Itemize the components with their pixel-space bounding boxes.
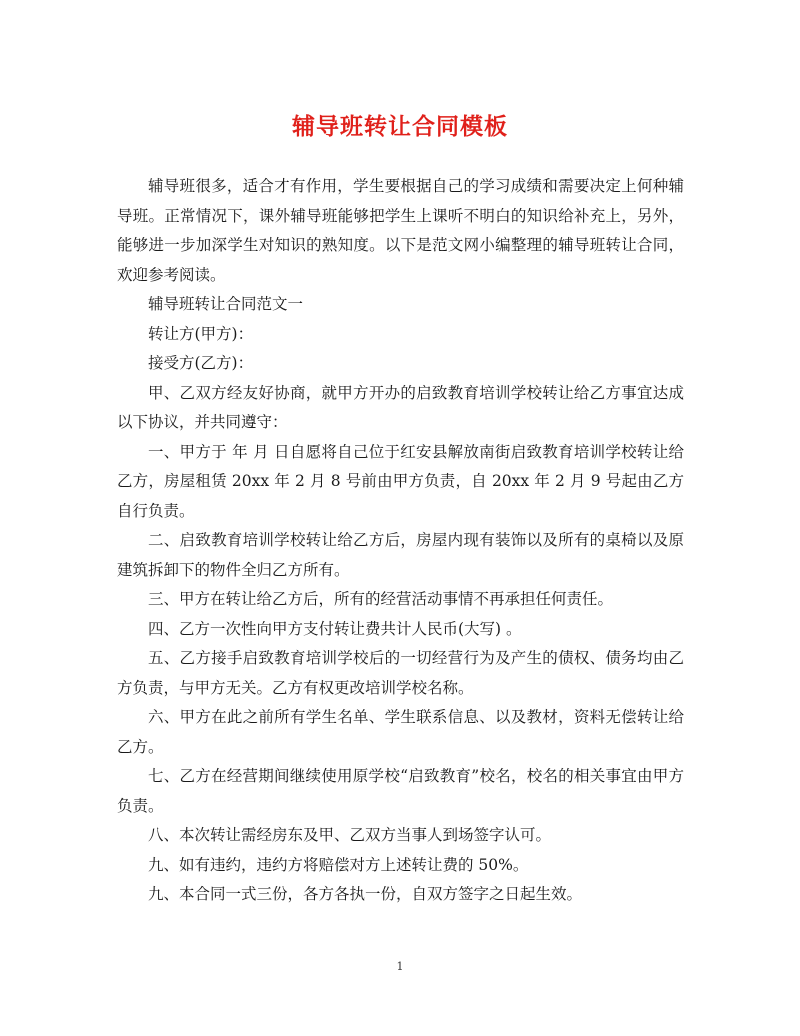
clause-7: 七、乙方在经营期间继续使用原学校“启致教育”校名，校名的相关事宜由甲方负责。 <box>117 767 684 815</box>
clause-1: 一、甲方于 年 月 日自愿将自己位于红安县解放南街启致教育培训学校转让给乙方，房屋租赁 20xx 年 2 月 8 号前由甲方负责，自 20xx 年 2 月 9 号起由乙方自行负责。 <box>117 442 684 520</box>
clause-5: 五、乙方接手启致教育培训学校后的一切经营行为及产生的债权、债务均由乙方负责，与甲方无关。乙方有权更改培训学校名称。 <box>117 649 684 697</box>
contract-heading: 辅导班转让合同范文一 <box>148 295 304 313</box>
clause-6: 六、甲方在此之前所有学生名单、学生联系信息、以及教材，资料无偿转让给乙方。 <box>117 708 684 756</box>
transferor-line: 转让方(甲方)： <box>148 324 254 343</box>
clause-8: 八、本次转让需经房东及甲、乙双方当事人到场签字认可。 <box>148 826 552 844</box>
page-number: 1 <box>396 960 404 973</box>
clause-4: 四、乙方一次性向甲方支付转让费共计人民币(大写) 。 <box>148 619 522 638</box>
clause-9: 九、如有违约，违约方将赔偿对方上述转让费的 50%。 <box>148 855 529 874</box>
transferee-line: 接受方(乙方)： <box>148 354 254 372</box>
clause-2: 二、启致教育培训学校转让给乙方后，房屋内现有装饰以及所有的桌椅以及原建筑拆卸下的物件全归乙方所有。 <box>117 531 684 579</box>
agreement-preamble: 甲、乙双方经友好协商，就甲方开办的启致教育培训学校转让给乙方事宜达成以下协议，并共同遵守： <box>117 383 684 431</box>
clause-9b: 九、本合同一式三份，各方各执一份，自双方签字之日起生效。 <box>148 885 583 903</box>
document-title: 辅导班转让合同模板 <box>292 113 508 140</box>
clause-3: 三、甲方在转让给乙方后，所有的经营活动事情不再承担任何责任。 <box>148 590 614 608</box>
document-body <box>117 172 684 910</box>
intro-paragraph: 辅导班很多，适合才有作用，学生要根据自己的学习成绩和需要决定上何种辅导班。正常情况下，课外辅导班能够把学生上课听不明白的知识给补充上，另外，能够进一步加深学生对知识的熟知度。以下是范文网小编整理的辅导班转让合同，欢迎参考阅读。 <box>117 177 684 284</box>
